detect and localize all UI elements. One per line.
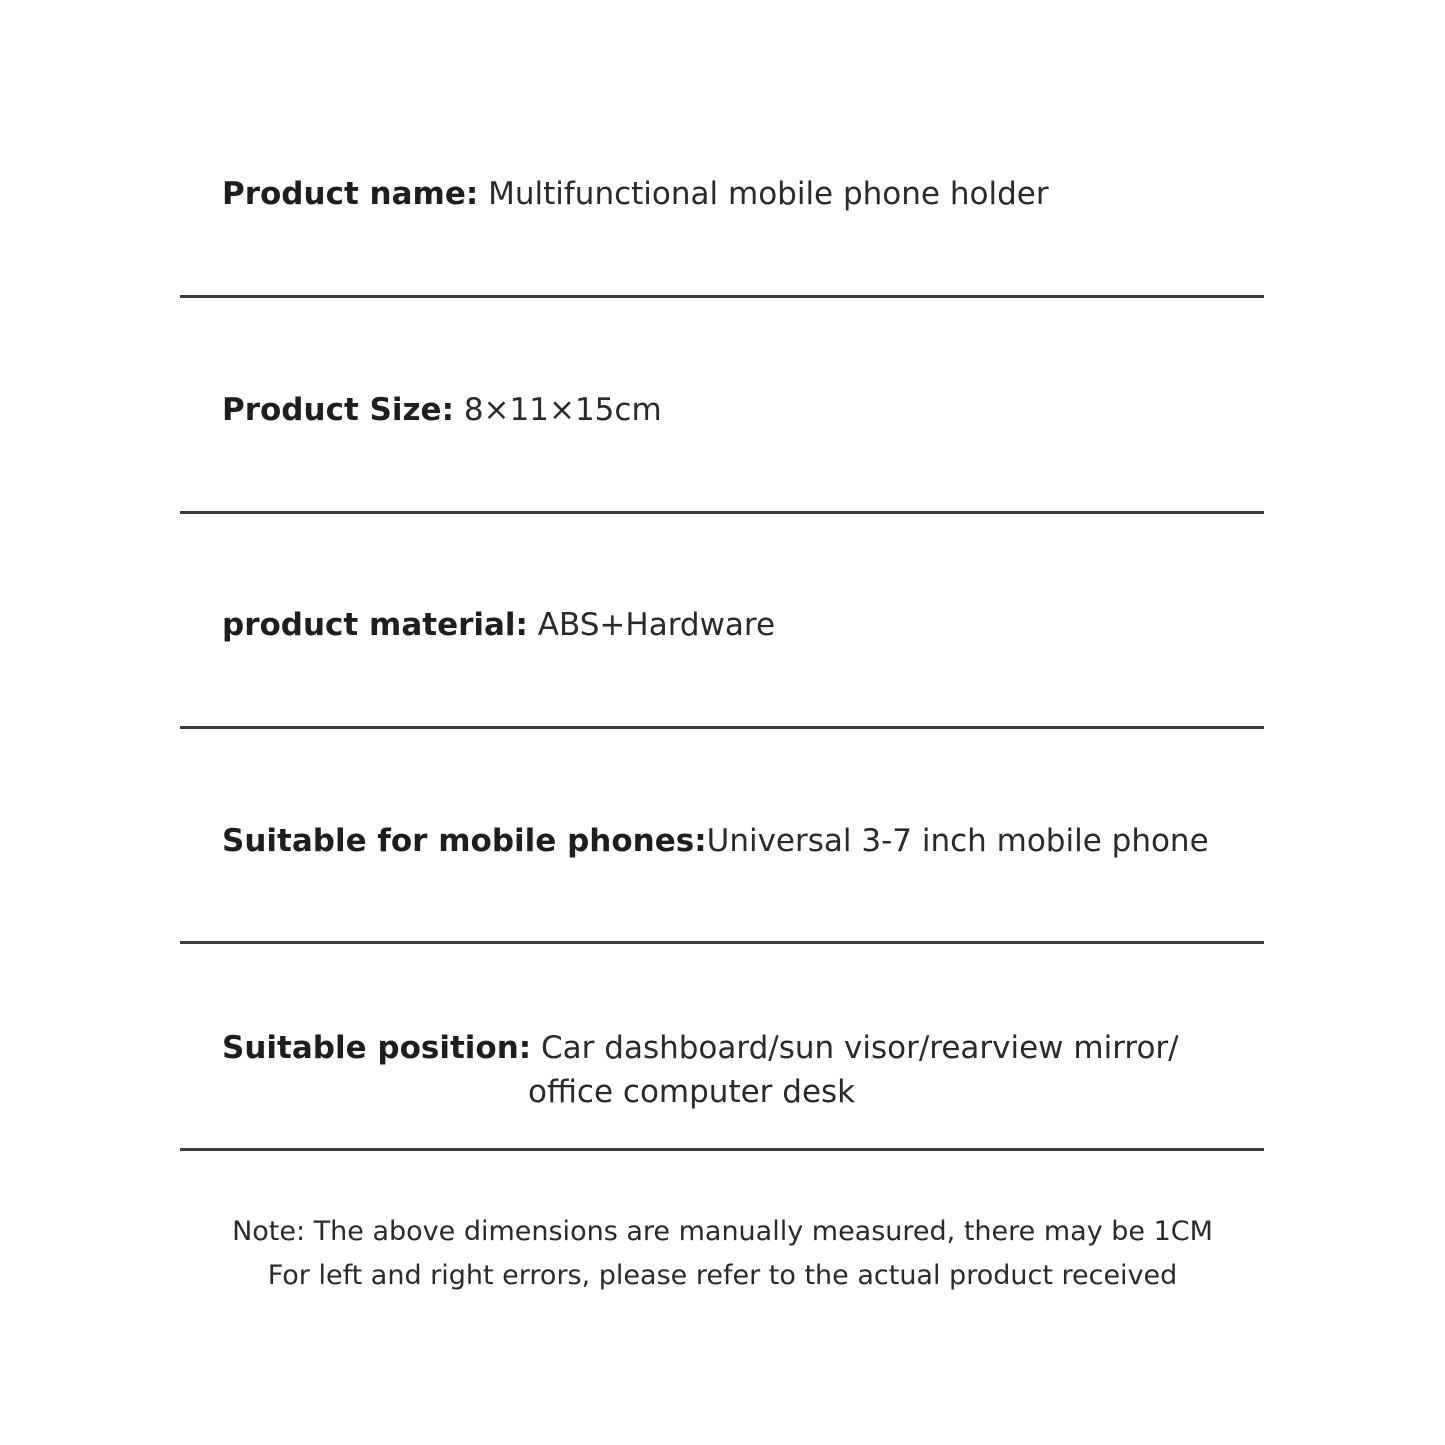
spec-label: Product name:	[222, 176, 479, 212]
spec-label: product material:	[222, 607, 528, 643]
divider	[180, 295, 1264, 298]
divider	[180, 511, 1264, 514]
spec-value: ABS+Hardware	[527, 607, 776, 643]
spec-value: 8×11×15cm	[453, 392, 662, 428]
spec-value-continuation: office computer desk	[528, 1074, 856, 1110]
spec-value: Universal 3-7 inch mobile phone	[706, 823, 1209, 859]
spec-label: Suitable for mobile phones:	[222, 823, 707, 859]
divider	[180, 1148, 1264, 1151]
note-line-2: For left and right errors, please refer to the actual product received	[267, 1260, 1178, 1291]
divider	[180, 726, 1264, 729]
spec-value: Multifunctional mobile phone holder	[478, 176, 1049, 212]
spec-product-name	[222, 172, 1049, 216]
divider	[180, 941, 1264, 944]
note-line-1: Note: The above dimensions are manually measured, there may be 1CM	[232, 1216, 1213, 1247]
spec-suitable-phones	[222, 819, 1209, 863]
spec-label: Suitable position:	[222, 1030, 532, 1066]
spec-product-size	[222, 388, 662, 432]
spec-label: Product Size:	[222, 392, 454, 428]
spec-product-material	[222, 603, 775, 647]
spec-value: Car dashboard/sun visor/rearview mirror/	[531, 1030, 1179, 1066]
spec-suitable-position	[222, 1026, 1179, 1070]
